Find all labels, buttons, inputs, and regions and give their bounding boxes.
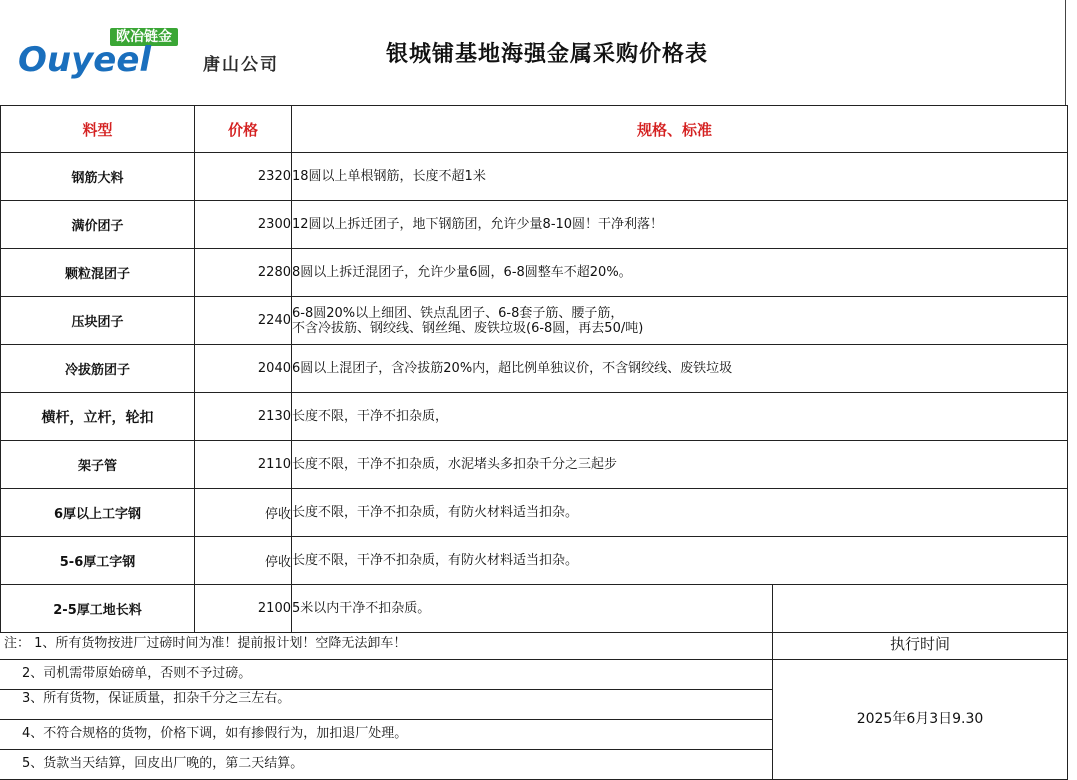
price-cell: 2300 — [195, 201, 292, 249]
price-cell: 2100 — [195, 585, 292, 633]
table-header-row — [1, 106, 1068, 153]
material-type-cell: 2-5厚工地长料 — [1, 585, 195, 633]
price-cell: 停收 — [195, 537, 292, 585]
price-cell: 2320 — [195, 153, 292, 201]
price-table — [0, 105, 1068, 633]
material-type-cell: 冷拔筋团子 — [1, 345, 195, 393]
price-cell: 2240 — [195, 297, 292, 345]
material-type-cell: 压块团子 — [1, 297, 195, 345]
note-1: 注： 1、所有货物按进厂过磅时间为准！提前报计划！空降无法卸车！ — [0, 629, 772, 660]
material-type-cell: 架子管 — [1, 441, 195, 489]
spec-cell: 18圆以上单根钢筋，长度不超1米 — [292, 153, 1068, 201]
table-row — [1, 153, 1068, 201]
price-cell: 2040 — [195, 345, 292, 393]
table-row — [1, 249, 1068, 297]
note-4: 4、不符合规格的货物，价格下调，如有掺假行为，加扣退厂处理。 — [0, 719, 772, 750]
blank-cell — [773, 585, 1068, 633]
spec-cell: 8圆以上拆迁混团子，允许少量6圆，6-8圆整车不超20%。 — [292, 249, 1068, 297]
table-row — [1, 585, 1068, 633]
table-row — [1, 393, 1068, 441]
price-cell: 2130 — [195, 393, 292, 441]
note-3: 3、所有货物，保证质量，扣杂千分之三左右。 — [0, 689, 772, 720]
material-type-cell: 颗粒混团子 — [1, 249, 195, 297]
sheet-header — [0, 0, 1066, 105]
logo-wordmark: Ouyeel — [18, 40, 152, 80]
material-type-cell: 6厚以上工字钢 — [1, 489, 195, 537]
spec-line: 6-8圆20%以上细团、铁点乱团子、6-8套子筋、腰子筋， — [292, 305, 624, 321]
price-cell: 2110 — [195, 441, 292, 489]
spec-cell — [292, 297, 1068, 345]
spec-cell: 6圆以上混团子，含冷拔筋20%内，超比例单独议价，不含钢绞线、废铁垃圾 — [292, 345, 1068, 393]
table-row — [1, 537, 1068, 585]
price-cell: 停收 — [195, 489, 292, 537]
execution-time-label: 执行时间 — [772, 629, 1068, 660]
price-cell: 2280 — [195, 249, 292, 297]
note-5: 5、货款当天结算，回皮出厂晚的，第二天结算。 — [0, 749, 772, 780]
execution-time-value: 2025年6月3日9.30 — [772, 659, 1068, 780]
logo-chinese-badge: 欧冶链金 — [110, 28, 178, 46]
table-row — [1, 441, 1068, 489]
ouyeel-logo — [18, 28, 308, 78]
spec-cell: 长度不限，干净不扣杂质， — [292, 393, 1068, 441]
spec-cell: 长度不限，干净不扣杂质，有防火材料适当扣杂。 — [292, 489, 1068, 537]
spec-cell: 长度不限，干净不扣杂质，水泥堵头多扣杂千分之三起步 — [292, 441, 1068, 489]
table-row — [1, 297, 1068, 345]
spec-cell: 12圆以上拆迁团子，地下钢筋团，允许少量8-10圆！干净利落！ — [292, 201, 1068, 249]
table-row — [1, 489, 1068, 537]
notes-section — [0, 629, 1067, 780]
spec-line: 不含冷拔筋、钢绞线、钢丝绳、废铁垃圾(6-8圆，再去50/吨) — [292, 320, 644, 336]
column-header-price: 价格 — [195, 106, 292, 153]
column-header-spec: 规格、标准 — [292, 106, 1068, 153]
material-type-cell: 横杆，立杆，轮扣 — [1, 393, 195, 441]
material-type-cell: 5-6厚工字钢 — [1, 537, 195, 585]
material-type-cell: 满价团子 — [1, 201, 195, 249]
spec-cell: 5米以内干净不扣杂质。 — [292, 585, 773, 633]
material-type-cell: 钢筋大料 — [1, 153, 195, 201]
column-header-type: 料型 — [1, 106, 195, 153]
page-title: 银城铺基地海强金属采购价格表 — [386, 42, 709, 67]
logo-company-branch: 唐山公司 — [203, 55, 279, 75]
note-2: 2、司机需带原始磅单，否则不予过磅。 — [0, 659, 772, 690]
table-row — [1, 201, 1068, 249]
table-row — [1, 345, 1068, 393]
spec-cell: 长度不限，干净不扣杂质，有防火材料适当扣杂。 — [292, 537, 1068, 585]
